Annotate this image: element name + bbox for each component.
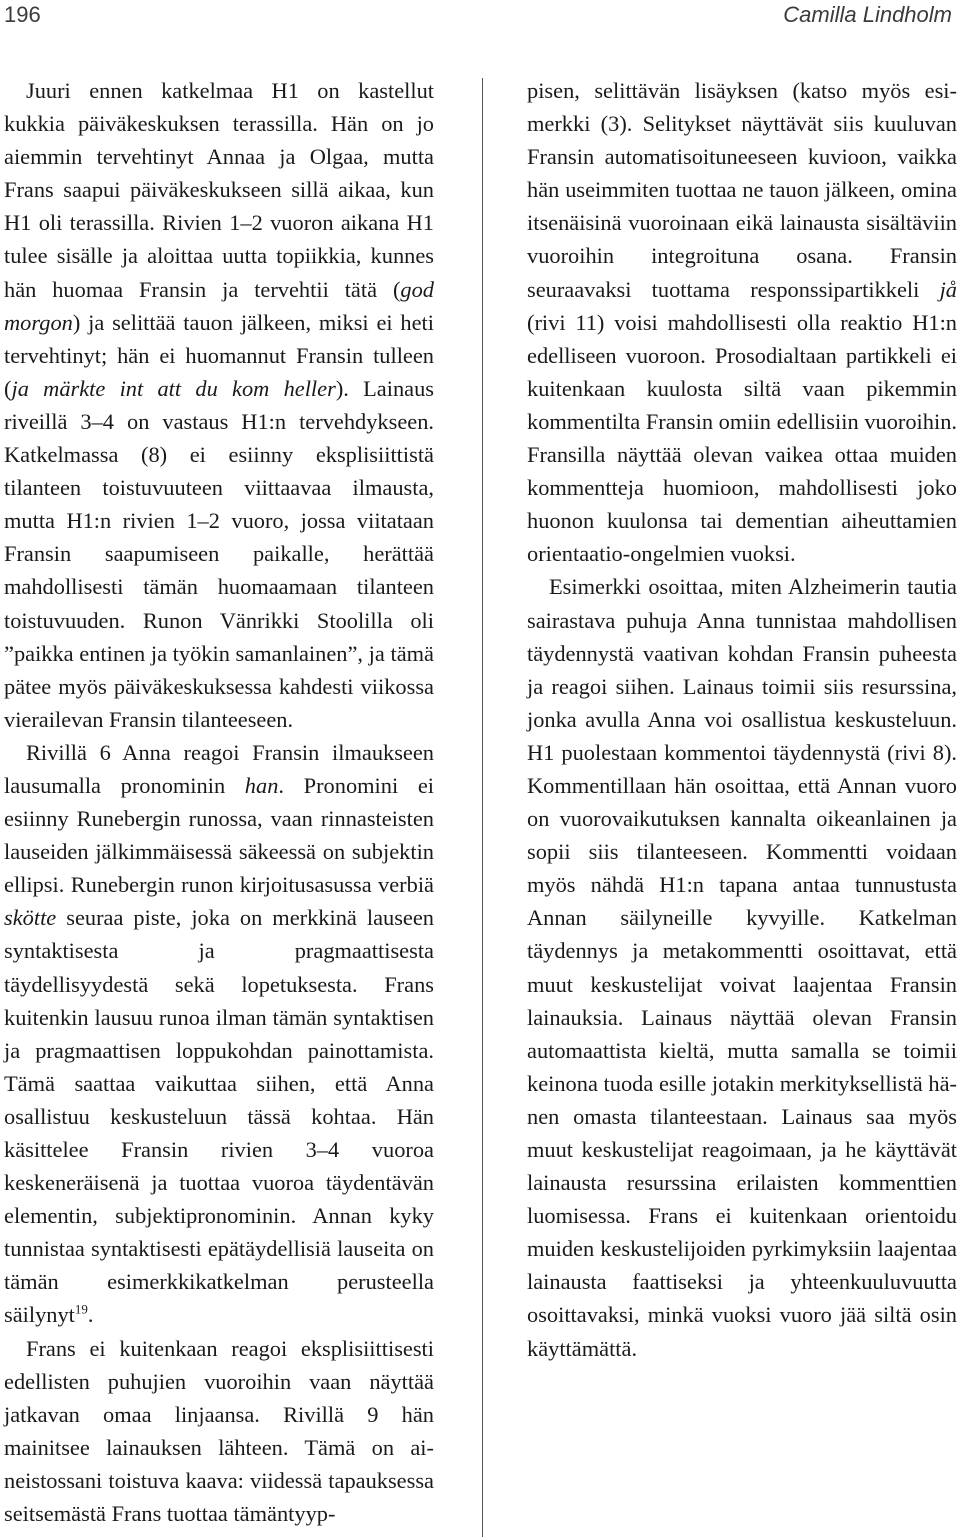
page-number: 196 <box>4 2 41 27</box>
text-run: seuraa piste, joka on merkkinä lauseen syntaktisesta ja pragmaattisesta täydellisyydestä sekä lopetuksesta. Frans kuitenkin lausuu runoa ilman tämän syntaktisen ja pragmaattisen loppukohdan painottamista. Tämä saattaa vaikuttaa siihen, että Anna osallistuu keskusteluun tässä kohtaa. Hän käsittelee Fransin rivien 3–4 vuoroa keskeneräisenä ja tuottaa vuoroa täydentävän elementin, subjektipronominin. Annan kyky tunnistaa syntaktisesti epätäydellisiä lauseita on tämän esimerkkikatkelman perusteella säilynyt <box>4 905 434 1328</box>
left-column <box>4 74 434 1530</box>
column-divider <box>482 78 483 1537</box>
left-paragraph-1 <box>4 74 434 736</box>
text-run: Juuri ennen katkelmaa H1 on kastellut kukkia päiväkeskuksen terassilla. Hän on jo aiemmin tervehtinyt Annaa ja Olgaa, mutta Frans saapui päiväkeskukseen sillä aikaa, kun H1 oli terassilla. Rivien 1–2 vuoron aikana H1 tulee sisälle ja aloittaa uutta topiikkia, kunnes hän huomaa Fransin ja tervehtii tätä ( <box>4 78 434 302</box>
footnote-marker[interactable]: 19 <box>74 1302 88 1317</box>
swedish-word: han <box>244 772 279 798</box>
right-paragraph-1 <box>527 74 957 570</box>
swedish-word: skötte <box>4 905 57 931</box>
text-run: pisen, selittävän lisäyksen (katso myös esimerkki (3). Selitykset näyttävät siis kuuluvan Fransin automatisoituneeseen kuvioon, vaikka hän useimmiten tuottaa ne tauon jälkeen, omina itsenäisinä vuoroinaan eikä lainausta sisältäviin vuoroihin integroituna osana. Fransin seuraavaksi tuottama responssipartikkeli <box>527 78 957 302</box>
text-run: (rivi 11) voisi mahdollisesti olla reaktio H1:n edelliseen vuoroon. Prosodialtaan partikkeli ei kuitenkaan kuulosta siltä vaan pikemmin kommentilta Fransin omiin edellisiin vuoroihin. Fransilla näyttää olevan vaikea ottaa muiden kommentteja huomioon, mahdollisesti joko huonon kuulonsa tai dementian aiheuttamien orientaatio-ongelmien vuoksi. <box>527 309 957 567</box>
swedish-word: jå <box>939 276 957 302</box>
right-column <box>527 74 957 1365</box>
text-run: . <box>87 1302 94 1328</box>
swedish-quote: ja märkte int att du kom heller <box>11 375 336 401</box>
page-header <box>0 0 960 40</box>
running-head-author: Camilla Lindholm <box>783 2 952 27</box>
right-paragraph-2: Esimerkki osoittaa, miten Alzheimerin tautia sairastava puhuja Anna tunnistaa mahdollisen täydennystä vaativan kohdan Fransin puheesta ja reagoi siihen. Lainaus toimii siis resurssina, jonka avulla Anna voi osallistua keskusteluun. H1 puolestaan kommentoi täydennystä (rivi 8). Kommentillaan hän osoittaa, että Annan vuoro on vuorovaikutuksen kannalta oikeanlainen ja sopii siis tilanteeseen. Kommentti voidaan myös nähdä H1:n tapana antaa tunnustusta Annan säilyneille kyvyille. Katkelman täydennys ja metakommentti osoittavat, että muut keskustelijat voivat laajentaa Fransin lainauksia. Lainaus näyttää olevan Fransin automaattista kieltä, mutta samalla se toimii keinona tuoda esille jotakin merkityksellistä hänen omasta tilanteestaan. Lainaus saa myös muut keskustelijat reagoimaan, ja he käyttävät lainausta resurssina erilaisten kommenttien luomisessa. Frans ei kuitenkaan orientoidu muiden keskustelijoiden pyrkimyksiin laajentaa lainausta faattiseksi ja yhteenkuuluvuutta osoittavaksi, minkä vuoksi vuoro jää siltä osin käyttämättä. <box>527 574 957 1361</box>
left-paragraph-3: Frans ei kuitenkaan reagoi eksplisiittisesti edellisten puhujien vuoroihin vaan näyttää jatkavan omaa linjaansa. Rivillä 9 hän mainitsee lainauksen lähteen. Tämä on aineistossani toistuva kaava: viidessä tapauksessa seitsemästä Frans tuottaa tämäntyyp- <box>4 1335 434 1527</box>
text-run: . Pronomini ei esiinny Runebergin runossa, vaan rinnasteisten lauseiden jälkimmäisessä säkeessä on subjektin ellipsi. Runebergin runon kirjoitusasussa verbiä <box>4 772 434 898</box>
text-run: Rivillä 6 Anna reagoi Fransin ilmaukseen lausumalla pronominin <box>4 739 434 798</box>
text-run: ) ja selittää tauon jälkeen, miksi ei heti tervehtinyt; hän ei huomannut Fransin tulleen ( <box>4 309 434 401</box>
text-run: ). Lainaus riveillä 3–4 on vastaus H1:n tervehdykseen. Katkelmassa (8) ei esiinny eksplisiittistä tilanteen toistuvuuteen viittaavaa ilmausta, mutta H1:n rivien 1–2 vuoro, jossa viitataan Fransin saapumiseen paikalle, herättää mahdollisesti tämän huomaamaan tilanteen toistuvuuden. Runon Vänrikki Stoolilla oli ”paikka entinen ja työkin samanlainen”, ja tämä pätee myös päiväkeskuksessa kahdesti viikossa vierailevan Fransin tilanteeseen. <box>4 375 435 732</box>
swedish-quote: god morgon <box>4 276 434 335</box>
left-paragraph-2 <box>4 736 434 1332</box>
